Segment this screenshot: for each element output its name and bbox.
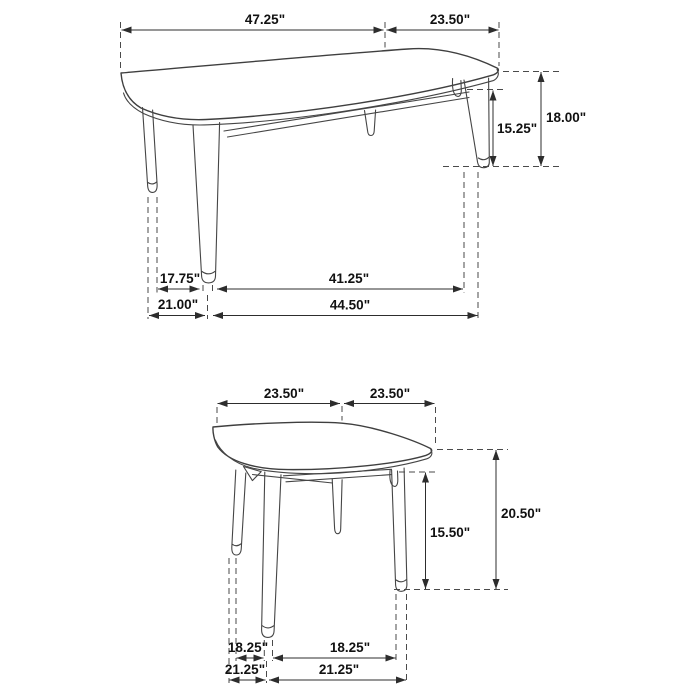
- coffee-tabletop-outline: [121, 49, 498, 120]
- end-dim-top-length-label: 23.50": [263, 386, 305, 401]
- coffee-dim-base-offset-label: 21.00": [157, 297, 199, 312]
- end-leg-front: [262, 472, 281, 637]
- coffee-dim-base-span-label: 44.50": [329, 297, 371, 313]
- end-dim-top-depth-label: 23.50": [369, 386, 411, 401]
- coffee-leg-left: [143, 108, 158, 193]
- end-dim-leg-span-label: 18.25": [329, 640, 371, 655]
- coffee-dim-leg-span-label: 41.25": [328, 271, 370, 286]
- end-dim-base-offset-label: 21.25": [224, 662, 266, 677]
- coffee-dim-leg-height-label: 15.25": [497, 121, 538, 136]
- coffee-dim-top-depth-label: 23.50": [429, 12, 471, 27]
- end-dim-base-span-label: 21.25": [318, 662, 360, 677]
- coffee-dim-overall-height-label: 18.00": [546, 110, 587, 125]
- coffee-dim-top-length-label: 47.25": [244, 12, 286, 27]
- end-dim-overall-height-label: 20.50": [501, 506, 542, 521]
- end-leg-left: [232, 470, 246, 555]
- coffee-dim-leg-offset-label: 17.75": [159, 271, 201, 286]
- end-dim-leg-offset-label: 18.25": [227, 640, 269, 655]
- coffee-leg-right: [464, 78, 489, 168]
- end-tabletop-outline: [213, 422, 432, 469]
- coffee-leg-front: [193, 123, 220, 283]
- end-leg-mount-detail: [390, 470, 398, 486]
- end-table-figure: [213, 386, 541, 683]
- coffee-apron-lines: [224, 92, 469, 137]
- coffee-table-figure: [121, 12, 587, 319]
- end-dim-leg-height-label: 15.50": [430, 525, 471, 540]
- end-leg-back: [332, 479, 342, 534]
